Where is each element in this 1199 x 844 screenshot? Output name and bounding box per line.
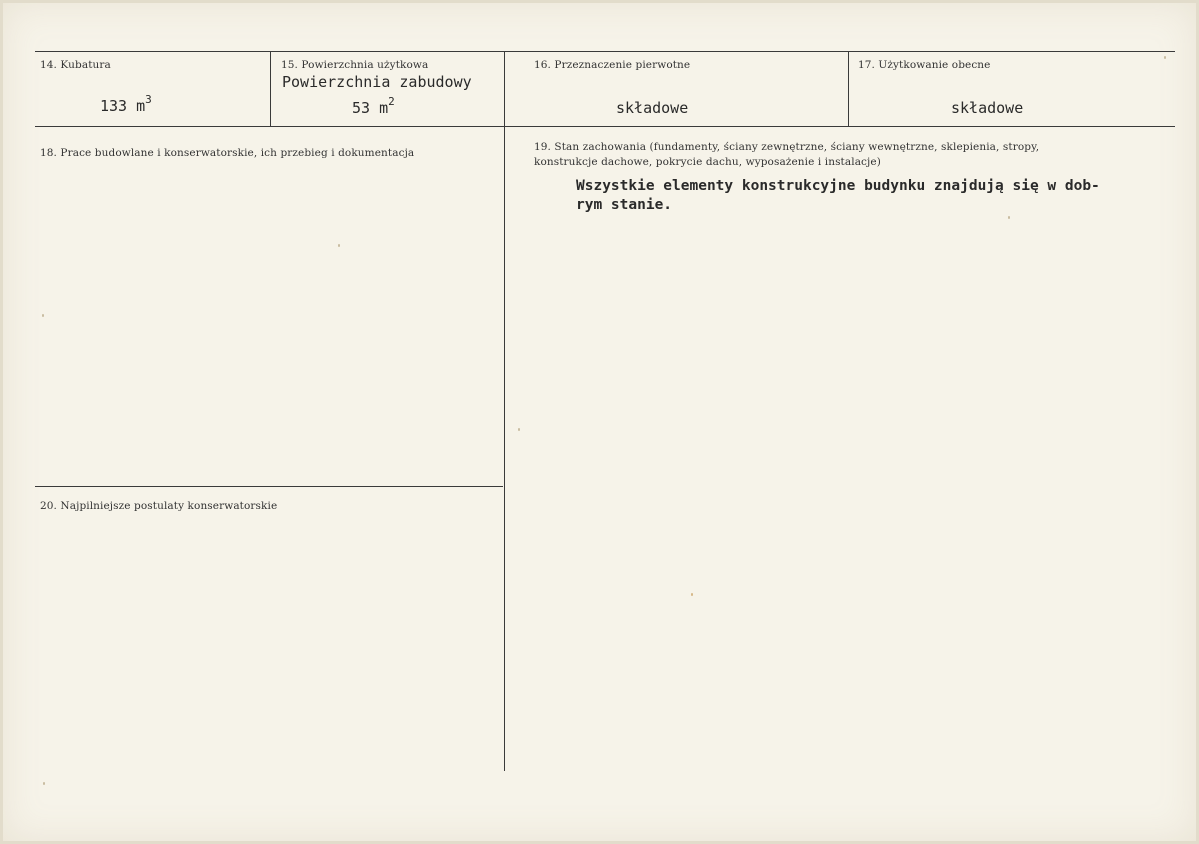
stan-label-line1: 19. Stan zachowania (fundamenty, ściany zewnętrzne, ściany wewnętrzne, sklepienia, stropy, bbox=[534, 141, 1040, 153]
prace-label: 18. Prace budowlane i konserwatorskie, ich przebieg i dokumentacja bbox=[40, 147, 415, 159]
powierzchnia-value-text: 53 m bbox=[352, 99, 389, 117]
paper-speck bbox=[42, 314, 44, 317]
kubatura-label: 14. Kubatura bbox=[40, 59, 111, 71]
paper-speck bbox=[1164, 56, 1166, 59]
paper-speck bbox=[518, 428, 520, 431]
paper-speck bbox=[338, 244, 340, 247]
przeznaczenie-value: składowe bbox=[616, 99, 689, 117]
paper-speck bbox=[1008, 216, 1010, 219]
left-column-divider-rule bbox=[35, 486, 503, 487]
paper-speck bbox=[43, 782, 45, 785]
stan-text-line2: rym stanie. bbox=[576, 197, 673, 213]
row1-bottom-rule bbox=[35, 126, 1175, 127]
powierzchnia-label: 15. Powierzchnia użytkowa bbox=[281, 59, 429, 71]
powierzchnia-value bbox=[352, 95, 395, 117]
powierzchnia-unit-exponent: 2 bbox=[388, 95, 395, 108]
stan-label-line2: konstrukcje dachowe, pokrycie dachu, wyposażenie i instalacje) bbox=[534, 156, 881, 168]
kubatura-value bbox=[100, 93, 152, 115]
paper-speck bbox=[691, 593, 693, 596]
col-divider-1 bbox=[270, 51, 271, 126]
col-divider-3 bbox=[848, 51, 849, 126]
uzytkowanie-label: 17. Użytkowanie obecne bbox=[858, 59, 991, 71]
postulaty-label: 20. Najpilniejsze postulaty konserwatorskie bbox=[40, 500, 278, 512]
powierzchnia-typed-label: Powierzchnia zabudowy bbox=[282, 73, 472, 91]
col-divider-2 bbox=[504, 51, 505, 771]
stan-text-line1: Wszystkie elementy konstrukcyjne budynku znajdują się w dob- bbox=[576, 178, 1100, 194]
przeznaczenie-label: 16. Przeznaczenie pierwotne bbox=[534, 59, 691, 71]
top-rule bbox=[35, 51, 1175, 52]
kubatura-unit-exponent: 3 bbox=[145, 93, 152, 106]
kubatura-value-text: 133 m bbox=[100, 97, 146, 115]
uzytkowanie-value: składowe bbox=[951, 99, 1024, 117]
